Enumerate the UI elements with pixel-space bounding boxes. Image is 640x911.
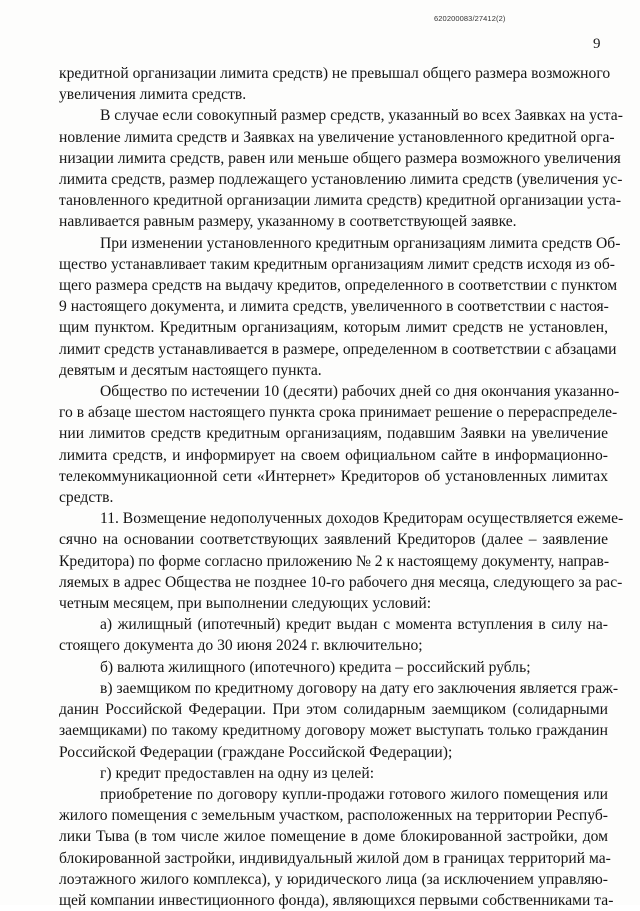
paragraph-2 bbox=[59, 105, 623, 232]
text-line: лимит средств устанавливается в размере, определенном в соответствии с абзацами bbox=[59, 340, 617, 358]
paragraph-item-v bbox=[59, 678, 619, 763]
text-line: жилого помещения с земельным участком, расположенных на территории Респуб- bbox=[59, 807, 608, 825]
text-line: блокированной застройки, индивидуальный жилой дом в границах территорий ма- bbox=[59, 849, 611, 867]
text-line: щим пунктом. Кредитным организациям, которым лимит средств не установлен, bbox=[59, 319, 608, 337]
text-line: 9 настоящего документа, и лимита средств, увеличенного в соответствии с настоя- bbox=[59, 298, 609, 316]
paragraph-4 bbox=[59, 381, 620, 508]
text-line: а) жилищный (ипотечный) кредит выдан с момента вступления в силу на- bbox=[100, 616, 608, 634]
text-line: лики Тыва (в том числе жилое помещение в доме блокированной застройки, дом bbox=[59, 828, 608, 846]
paragraph-item-g bbox=[59, 763, 608, 784]
text-line: щество устанавливает таким кредитным организациям лимит средств исходя из об- bbox=[59, 255, 615, 273]
paragraph-5 bbox=[59, 508, 624, 614]
document-code: 620200083/27412(2) bbox=[434, 14, 506, 23]
text-line: увеличения лимита средств. bbox=[59, 86, 247, 104]
text-line: ляемых в адрес Общества не позднее 10-го рабочего дня месяца, следующего за рас- bbox=[59, 573, 623, 591]
text-line: щего размера средств на выдачу кредитов, определенного в соответствии с пунктом bbox=[59, 277, 618, 295]
text-line: средств. bbox=[59, 489, 114, 507]
text-line: го в абзаце шестом настоящего пункта срока принимает решение о перераспределе- bbox=[59, 404, 618, 422]
paragraph-1 bbox=[59, 63, 611, 105]
body-text bbox=[59, 63, 624, 911]
text-line: При изменении установленного кредитным организациям лимита средств Об- bbox=[100, 234, 621, 252]
text-line: низации лимита средств, равен или меньше общего размера возможного увеличения bbox=[59, 149, 621, 167]
text-line: Общество по истечении 10 (десяти) рабочих дней со дня окончания указанно- bbox=[100, 383, 620, 401]
text-line: г) кредит предоставлен на одну из целей: bbox=[100, 764, 375, 782]
text-line: навливается равным размеру, указанному в соответствующей заявке. bbox=[59, 213, 517, 231]
text-line: лоэтажного жилого комплекса), у юридического лица (за исключением управляю- bbox=[59, 870, 608, 888]
text-line: 11. Возмещение недополученных доходов Кредиторам осуществляется ежеме- bbox=[100, 510, 624, 528]
text-line: заемщиками) по такому кредитному договору может выступать только гражданин bbox=[59, 722, 608, 740]
paragraph-item-a bbox=[59, 614, 608, 656]
text-line: данин Российской Федерации. При этом солидарным заемщиком (солидарными bbox=[59, 701, 608, 719]
text-line: телекоммуникационной сети «Интернет» Кредиторов об установленных лимитах bbox=[59, 467, 608, 485]
text-line: кредитной организации лимита средств) не превышал общего размера возможного bbox=[59, 65, 611, 82]
paragraph-item-b bbox=[59, 657, 608, 678]
text-line: лимита средств, и информирует на своем официальном сайте в информационно- bbox=[59, 446, 608, 464]
page-number: 9 bbox=[593, 36, 601, 52]
paragraph-3 bbox=[59, 233, 621, 381]
text-line: тановленного кредитной организации лимита средств) кредитной организации уста- bbox=[59, 192, 622, 210]
text-line: б) валюта жилищного (ипотечного) кредита – российский рубль; bbox=[100, 658, 531, 676]
text-line: приобретение по договору купли-продажи готового жилого помещения или bbox=[100, 785, 608, 803]
text-line: В случае если совокупный размер средств, указанный во всех Заявках на уста- bbox=[100, 107, 623, 125]
text-line: стоящего документа до 30 июня 2024 г. включительно; bbox=[59, 637, 423, 655]
text-line: Кредитора) по форме согласно приложению № 2 к настоящему документу, направ- bbox=[59, 552, 610, 570]
text-line: щей компании инвестиционного фонда), являющихся первыми собственниками та- bbox=[59, 891, 614, 909]
paragraph-purchase bbox=[59, 784, 614, 911]
text-line: в) заемщиком по кредитному договору на дату его заключения является граж- bbox=[100, 679, 619, 697]
text-line: нии лимитов средств кредитным организациям, подавшим Заявки на увеличение bbox=[59, 425, 608, 443]
text-line: девятым и десятым настоящего пункта. bbox=[59, 361, 322, 379]
text-line: Российской Федерации (граждане Российской Федерации); bbox=[59, 743, 453, 761]
text-line: новление лимита средств и Заявках на увеличение установленного кредитной орга- bbox=[59, 128, 615, 146]
text-line: четным месяцем, при выполнении следующих условий: bbox=[59, 595, 432, 613]
text-line: сячно на основании соответствующих заявлений Кредиторов (далее – заявление bbox=[59, 531, 608, 549]
text-line: лимита средств, размер подлежащего установлению лимита средств (увеличения ус- bbox=[59, 171, 623, 189]
